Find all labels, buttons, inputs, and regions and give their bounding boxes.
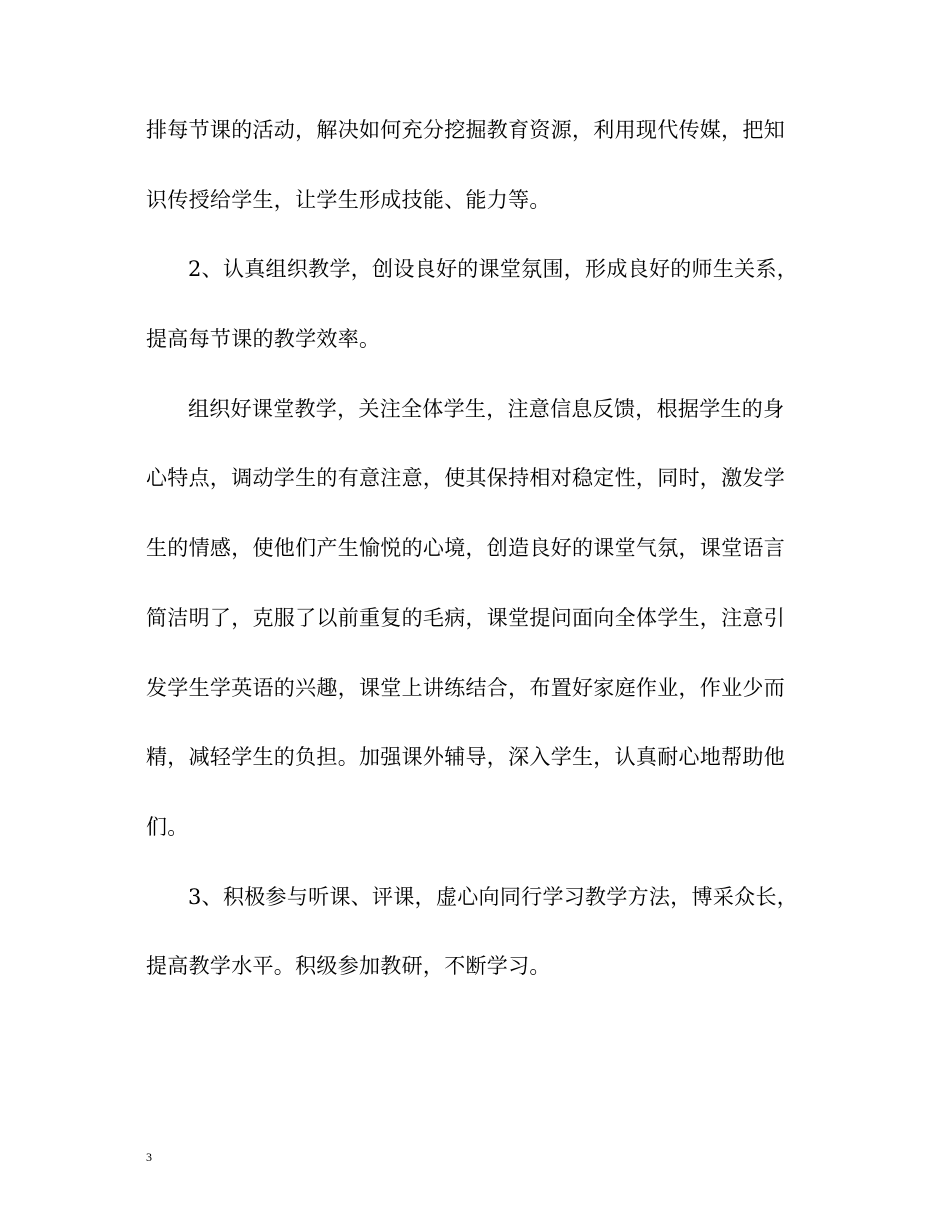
text-line: 提高教学水平。积级参加教研，不断学习。 xyxy=(146,954,551,979)
text-line: 生的情感，使他们产生愉悦的心境，创造良好的课堂气氛，课堂语言 xyxy=(146,536,785,561)
text-line: 识传授给学生，让学生形成技能、能力等。 xyxy=(146,187,551,212)
paragraph-start-line: 3、积极参与听课、评课，虚心向同行学习教学方法，博采众长， xyxy=(188,884,799,909)
text-line: 排每节课的活动，解决如何充分挖掘教育资源，利用现代传媒，把知 xyxy=(146,118,785,142)
text-line: 们。 xyxy=(146,814,189,839)
paragraph-start-line: 2、认真组织教学，创设良好的课堂氛围，形成良好的师生关系， xyxy=(188,257,799,282)
text-line: 提高每节课的教学效率。 xyxy=(146,327,381,352)
text-line: 心特点，调动学生的有意注意，使其保持相对稳定性，同时，激发学 xyxy=(146,466,785,491)
paragraph-start-line: 组织好课堂教学，关注全体学生，注意信息反馈，根据学生的身 xyxy=(188,396,785,421)
page-number: 3 xyxy=(146,1150,152,1164)
text-line: 发学生学英语的兴趣，课堂上讲练结合，布置好家庭作业，作业少而 xyxy=(146,675,785,700)
document-body xyxy=(146,118,806,1024)
text-line: 简洁明了，克服了以前重复的毛病，课堂提问面向全体学生，注意引 xyxy=(146,605,785,630)
text-line: 精，减轻学生的负担。加强课外辅导，深入学生，认真耐心地帮助他 xyxy=(146,745,785,770)
